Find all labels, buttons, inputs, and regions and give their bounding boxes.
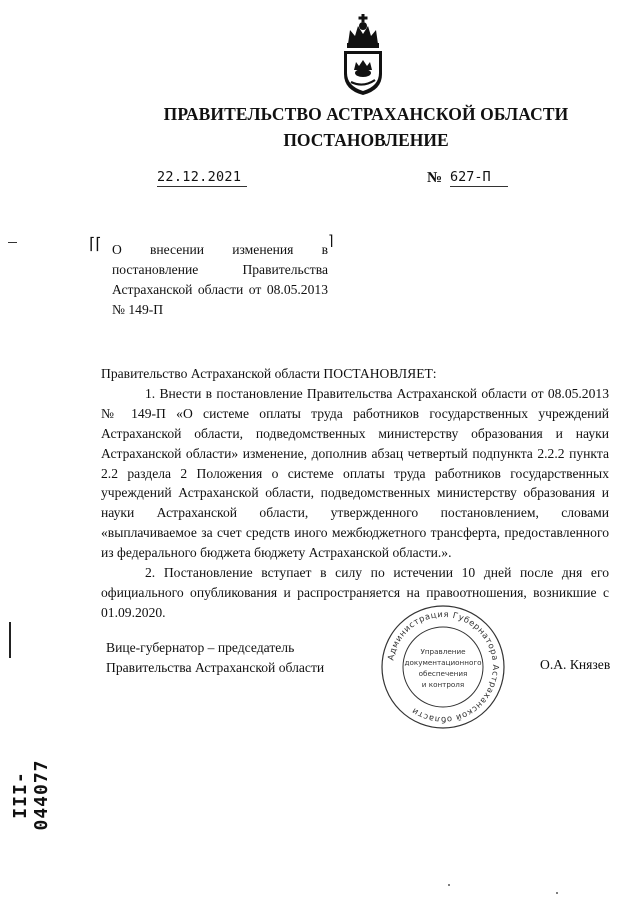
document-type: ПОСТАНОВЛЕНИЕ: [283, 130, 449, 150]
coat-of-arms-icon: [338, 14, 388, 96]
number-sign: №: [427, 170, 443, 186]
stamp-line-2: документационного: [404, 658, 482, 667]
resolution-item-1: 1. Внести в постановление Правительства Астраханской области от 08.05.2013 № 149-П «О системе оплаты труда работников государственных учреждений Астраханской области, подведомственных министерству образования и науки Астраханской области» изменение, дополнив абзац четвертый подпункта 2.2.2 пункта 2.2 раздела 2 Положения о системе оплаты труда работников государственных учреждений Астраханской области, подведомственных министерству образования и науки Астраханской области, утвержденного постановлением, словами «выплачиваемое за счет средств иного межбюджетного трансферта, предоставленного из федерального бюджета бюджету Астраханской области.».: [101, 385, 609, 561]
resolution-item-2: 2. Постановление вступает в силу по истечении 10 дней после дня его официального опубликования и распространяется на правоотношения, возникшие с 01.09.2020.: [101, 565, 609, 620]
margin-mark: [8, 242, 17, 243]
stamp-line-3: обеспечения: [418, 669, 468, 678]
subject-bracket-left-icon: ⌈⌈: [89, 234, 102, 253]
form-serial-number: III-044077: [10, 759, 52, 831]
signatory-role: [106, 638, 366, 678]
document-subject: О внесении изменения в постановление Правительства Астраханской области от 08.05.2013 № 149-П: [112, 242, 328, 317]
stamp-ring-text: Администрация Губернатора Астраханской области: [385, 608, 502, 726]
margin-line: [9, 622, 11, 658]
scan-speck: [556, 892, 558, 894]
resolution-lead: Правительство Астраханской области ПОСТАНОВЛЯЕТ:: [101, 366, 437, 381]
document-number: 627-П: [450, 169, 508, 187]
stamp-line-1: Управление: [420, 647, 466, 656]
signatory-role-line-2: Правительства Астраханской области: [106, 660, 325, 675]
scan-speck: [448, 884, 450, 886]
page-title: ПРАВИТЕЛЬСТВО АСТРАХАНСКОЙ ОБЛАСТИ: [163, 104, 569, 124]
document-body: [101, 364, 609, 623]
document-date: 22.12.2021: [157, 169, 247, 187]
signatory-role-line-1: Вице-губернатор – председатель: [106, 640, 295, 655]
stamp-line-4: и контроля: [421, 680, 465, 689]
round-stamp-icon: [380, 604, 506, 730]
subject-bracket-right-icon: ⌉: [328, 233, 334, 249]
signatory-name: О.А. Князев: [540, 657, 611, 672]
